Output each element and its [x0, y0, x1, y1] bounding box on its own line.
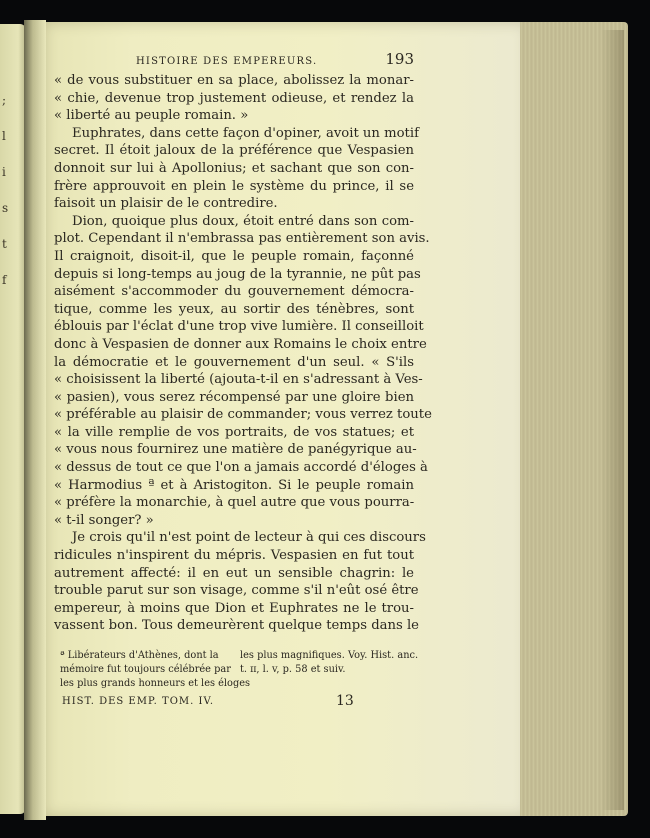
text-line: Je crois qu'il n'est point de lecteur à qui ces discours [72, 530, 426, 546]
page-stack-shadow [600, 30, 624, 810]
signature-mark: 13 [336, 693, 354, 709]
text-line: Dion, quoique plus doux, étoit entré dans son com- [72, 213, 414, 229]
text-line: « chie, devenue trop justement odieuse, et rendez la [54, 90, 414, 106]
text-line: faisoit un plaisir de le contredire. [54, 196, 278, 212]
footnote-column-1 [60, 649, 251, 691]
footnote-line: t. ɪɪ, l. v, p. 58 et suiv. [240, 664, 346, 675]
text-line: plot. Cependant il n'embrassa pas entièrement son avis. [54, 231, 430, 247]
text-line: « Harmodius ª et à Aristogiton. Si le peuple romain [54, 477, 414, 493]
text-line: donnoit sur lui à Apollonius; et sachant que son con- [54, 160, 414, 176]
text-line: « préférable au plaisir de commander; vous verrez toute [54, 407, 432, 423]
margin-mark: f [2, 273, 7, 287]
text-line: empereur, à moins que Dion et Euphrates ne le trou- [54, 600, 414, 616]
footnote-line: les plus grands honneurs et les éloges [60, 678, 251, 689]
text-line: la démocratie et le gouvernement d'un seul. « S'ils [54, 354, 414, 370]
text-line: aisément s'accommoder du gouvernement démocra- [54, 284, 414, 300]
running-title: HISTOIRE DES EMPEREURS. [136, 56, 318, 67]
left-page-margin-marks [2, 94, 22, 310]
text-line: « choisissent la liberté (ajouta-t-il en s'adressant à Ves- [54, 372, 423, 388]
text-line: « de vous substituer en sa place, abolissez la monar- [54, 73, 414, 88]
text-line: Il craignoit, disoit-il, que le peuple romain, façonné [54, 248, 414, 264]
text-line: « pasien), vous serez récompensé par une gloire bien [54, 389, 414, 405]
margin-mark: ; [2, 93, 7, 107]
margin-mark: s [2, 201, 9, 215]
body-text [54, 72, 432, 635]
text-line: éblouis par l'éclat d'une trop vive lumière. Il conseilloit [54, 319, 424, 335]
margin-mark: i [2, 165, 6, 179]
text-line: vassent bon. Tous demeurèrent quelque temps dans le [54, 618, 419, 634]
running-header [54, 52, 414, 74]
footnote-column-2 [240, 649, 419, 677]
footnote-line: mémoire fut toujours célébrée par [60, 664, 231, 675]
page-number: 193 [385, 50, 414, 68]
text-line: « liberté au peuple romain. » [54, 108, 249, 124]
footnote-line: ª Libérateurs d'Athènes, dont la [60, 650, 219, 661]
text-line: depuis si long-temps au joug de la tyrannie, ne pût pas [54, 266, 421, 282]
footnote-line: les plus magnifiques. Voy. Hist. anc. [240, 650, 419, 661]
text-line: autrement affecté: il en eut un sensible chagrin: le [54, 565, 414, 581]
text-line: « dessus de tout ce que l'on a jamais accordé d'éloges à [54, 460, 428, 476]
text-line: trouble parut sur son visage, comme s'il n'eût osé être [54, 583, 419, 599]
text-line: « vous nous fournirez une matière de panégyrique au- [54, 442, 417, 458]
text-line: donc à Vespasien de donner aux Romains le choix entre [54, 336, 427, 352]
signature-text: HIST. DES EMP. TOM. IV. [62, 696, 215, 707]
text-line: tique, comme les yeux, au sortir des ténèbres, sont [54, 301, 414, 317]
text-line: secret. Il étoit jaloux de la préférence que Vespasien [54, 143, 414, 159]
text-line: ridicules n'inspirent du mépris. Vespasien en fut tout [54, 548, 414, 564]
text-line: Euphrates, dans cette façon d'opiner, avoit un motif [72, 125, 419, 141]
left-page-edge [0, 24, 26, 814]
margin-mark: t [2, 237, 7, 251]
margin-mark: l [2, 129, 6, 143]
text-line: « préfère la monarchie, à quel autre que vous pourra- [54, 495, 415, 511]
text-line: « t-il songer? » [54, 512, 154, 528]
book-gutter [24, 20, 46, 820]
text-line: « la ville remplie de vos portraits, de vos statues; et [54, 424, 414, 440]
text-line: frère approuvoit en plein le système du prince, il se [54, 178, 414, 194]
